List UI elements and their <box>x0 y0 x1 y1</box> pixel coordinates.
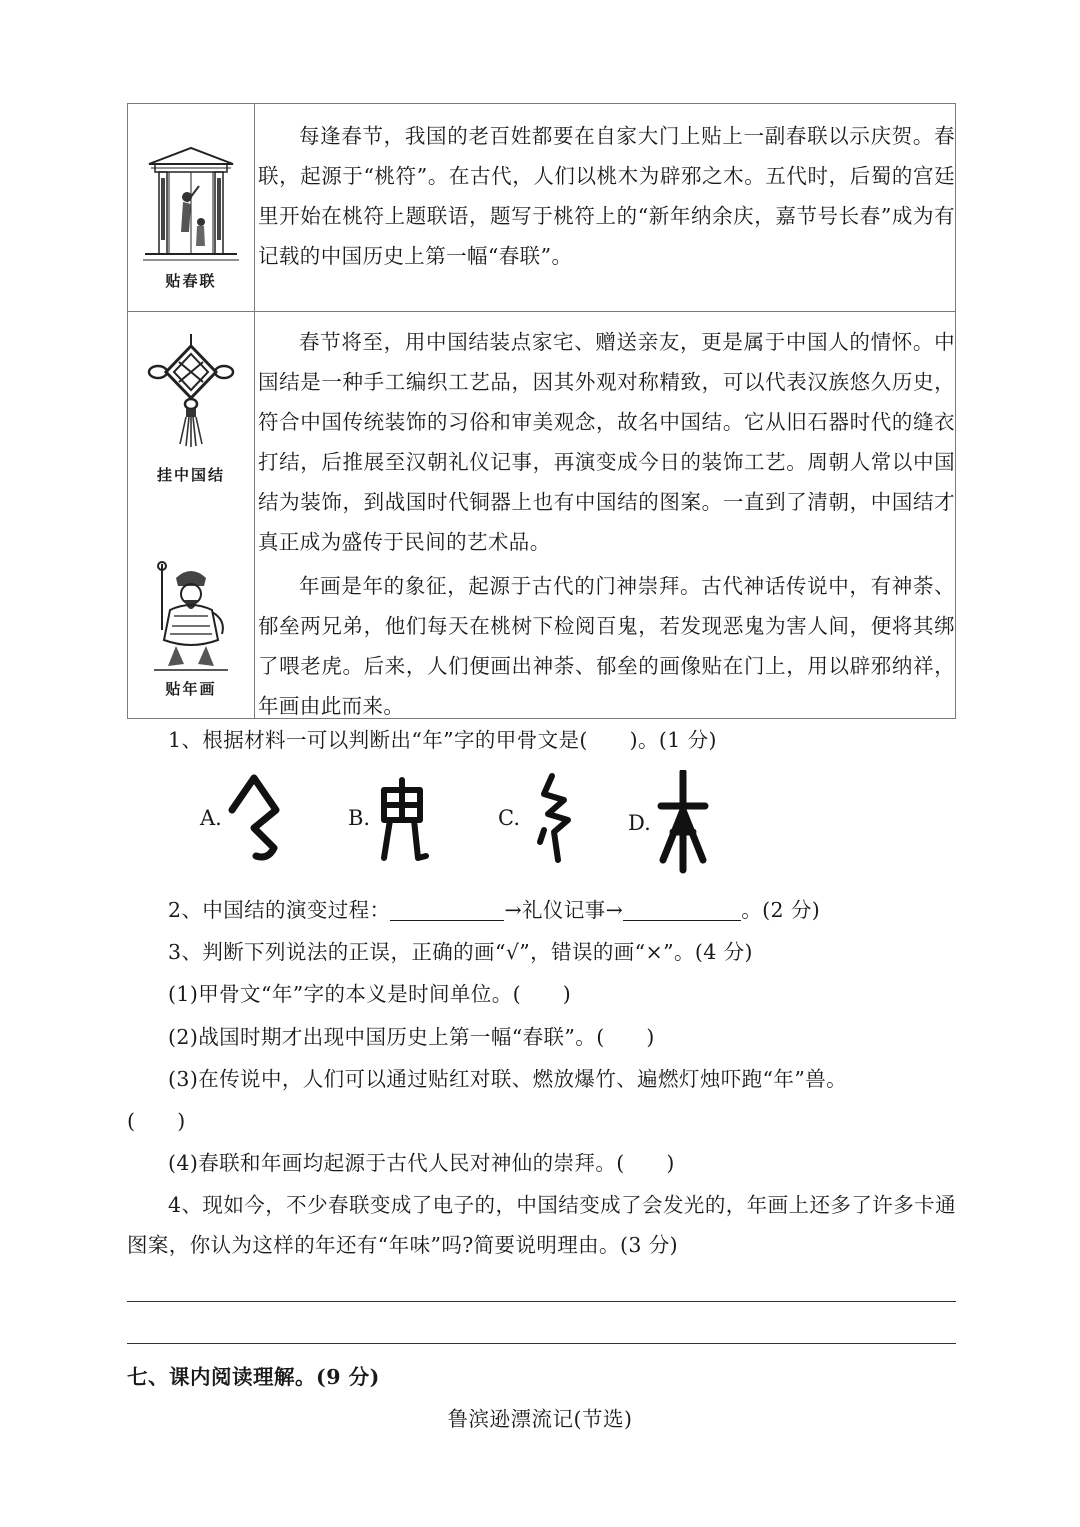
q3-item-4: (4)春联和年画均起源于古代人民对神仙的崇拜。( ) <box>168 1151 675 1175</box>
option-a[interactable] <box>200 770 284 865</box>
option-d[interactable] <box>628 770 713 875</box>
illustration-cell <box>128 312 255 718</box>
option-a-label: A. <box>200 805 222 830</box>
paragraph-knot: 春节将至，用中国结装点家宅、赠送亲友，更是属于中国人的情怀。中国结是一种手工编织工艺品，因其外观对称精致，可以代表汉族悠久历史，符合中国传统装饰的习俗和审美观念，故名中国结。它从旧石器时代的缝衣打结，后推展至汉朝礼仪记事，再演变成今日的装饰工艺。周朝人常以中国结为装饰，到战国时代铜器上也有中国结的图案。一直到了清朝，中国结才真正成为盛传于民间的艺术品。 <box>258 330 955 554</box>
material-row-couplets <box>128 104 955 312</box>
paragraph-couplets: 每逢春节，我国的老百姓都要在自家大门上贴上一副春联以示庆贺。春联，起源于“桃符”。在古代，人们以桃木为辟邪之木。五代时，后蜀的宫廷里开始在桃符上题联语，题写于桃符上的“新年纳余庆，嘉节号长春”成为有记载的中国历史上第一幅“春联”。 <box>258 124 955 268</box>
q3-item-1: (1)甲骨文“年”字的本义是时间单位。( ) <box>168 982 572 1006</box>
q2-blank-2[interactable] <box>623 894 741 921</box>
oracle-glyph-b-icon <box>372 770 432 865</box>
q3-item-2: (2)战国时期才出现中国历史上第一幅“春联”。( ) <box>168 1025 655 1049</box>
section-7-subtitle: 鲁滨逊漂流记(节选) <box>447 1407 633 1431</box>
oracle-glyph-d-icon <box>653 770 713 875</box>
option-d-label: D. <box>628 810 651 835</box>
q2-middle: →礼仪记事→ <box>504 898 624 922</box>
option-b-label: B. <box>348 805 371 830</box>
q2-suffix: 。(2 分) <box>741 898 821 922</box>
question-4: 4、现如今，不少春联变成了电子的，中国结变成了会发光的，年画上还多了许多卡通图案，你认为这样的年还有“年味”吗?简要说明理由。(3 分) <box>127 1193 956 1257</box>
oracle-glyph-a-icon <box>224 770 284 865</box>
question-1: 1、根据材料一可以判断出“年”字的甲骨文是( )。(1 分) <box>168 728 717 752</box>
q2-blank-1[interactable] <box>390 894 504 921</box>
answer-line-2[interactable] <box>127 1343 956 1344</box>
material-text-cell <box>255 104 955 311</box>
paragraph-nianhua: 年画是年的象征，起源于古代的门神崇拜。古代神话传说中，有神荼、郁垒两兄弟，他们每天在桃树下检阅百鬼，若发现恶鬼为害人间，便将其绑了喂老虎。后来，人们便画出神荼、郁垒的画像贴在门上，用以辟邪纳祥，年画由此而来。 <box>258 574 955 718</box>
question-3: 3、判断下列说法的正误，正确的画“√”，错误的画“×”。(4 分) <box>168 940 753 964</box>
chinese-knot-illustration-icon <box>128 332 254 452</box>
option-b[interactable] <box>348 770 432 865</box>
answer-line-1[interactable] <box>127 1301 956 1302</box>
material-text-cell <box>255 312 955 718</box>
material-row-knot-nianhua <box>128 312 955 718</box>
q3-item-3: (3)在传说中，人们可以通过贴红对联、燃放爆竹、遍燃灯烛吓跑“年”兽。 <box>168 1067 847 1091</box>
option-c[interactable] <box>498 770 582 865</box>
caption-knot: 挂中国结 <box>156 466 225 484</box>
caption-nianhua: 贴年画 <box>165 680 217 698</box>
illustration-cell <box>128 104 255 311</box>
section-7-title: 七、课内阅读理解。(9 分) <box>127 1365 380 1389</box>
q1-options <box>200 770 760 880</box>
option-c-label: C. <box>498 805 520 830</box>
door-couplet-illustration-icon <box>128 142 254 262</box>
material-table <box>127 103 956 719</box>
q2-prefix: 2、中国结的演变过程： <box>168 898 391 922</box>
q3-item-3-bracket[interactable]: ( ) <box>127 1109 186 1133</box>
oracle-glyph-c-icon <box>522 770 582 865</box>
question-2 <box>127 890 956 930</box>
door-god-illustration-icon <box>128 560 254 675</box>
caption-couplets: 贴春联 <box>165 272 217 290</box>
